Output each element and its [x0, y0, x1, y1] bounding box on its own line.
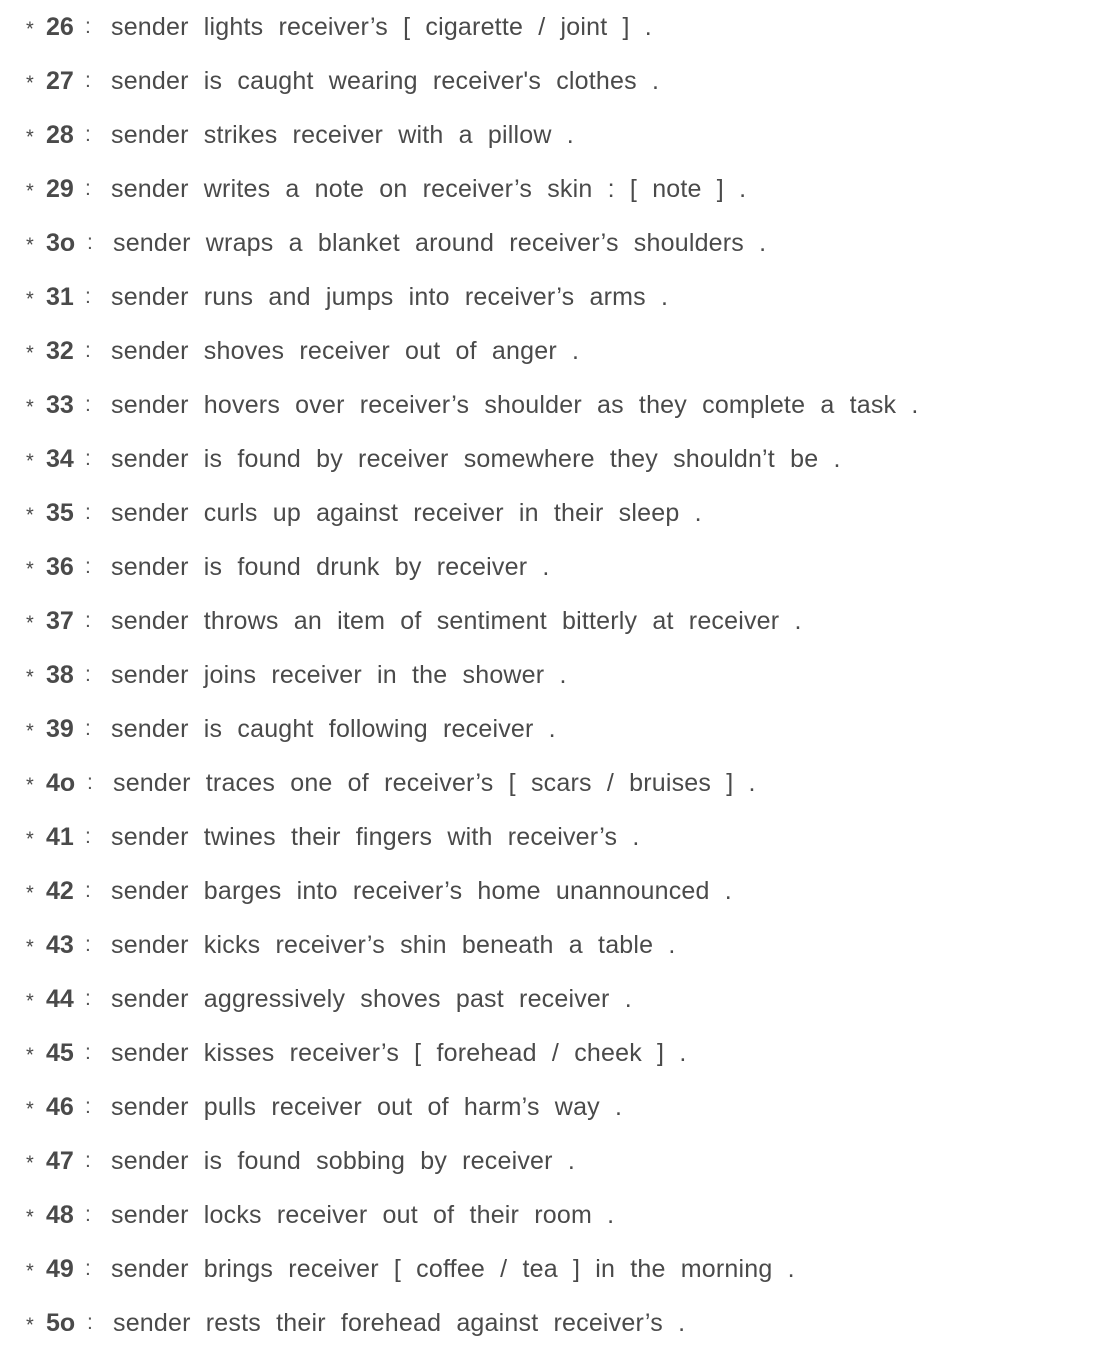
item-text: sender is caught wearing receiver's clothes . — [111, 66, 660, 95]
item-separator: : — [87, 1311, 93, 1334]
item-number: 48 — [46, 1200, 74, 1229]
item-number: 28 — [46, 120, 74, 149]
bullet-asterisk-icon: * — [26, 882, 34, 905]
item-text: sender lights receiver’s [ cigarette / joint ] . — [111, 12, 652, 41]
item-text: sender runs and jumps into receiver’s arms . — [111, 282, 669, 311]
item-text: sender is found drunk by receiver . — [111, 552, 550, 581]
item-text: sender is caught following receiver . — [111, 714, 556, 743]
item-number: 29 — [46, 174, 74, 203]
list-item — [0, 270, 1110, 324]
item-separator: : — [85, 123, 91, 146]
bullet-asterisk-icon: * — [26, 1044, 34, 1067]
bullet-asterisk-icon: * — [26, 342, 34, 365]
item-text: sender joins receiver in the shower . — [111, 660, 567, 689]
bullet-asterisk-icon: * — [26, 828, 34, 851]
item-separator: : — [87, 771, 93, 794]
item-text: sender wraps a blanket around receiver’s shoulders . — [113, 228, 767, 257]
list-item — [0, 702, 1110, 756]
bullet-asterisk-icon: * — [26, 234, 34, 257]
list-item — [0, 594, 1110, 648]
item-separator: : — [85, 1257, 91, 1280]
bullet-asterisk-icon: * — [26, 450, 34, 473]
bullet-asterisk-icon: * — [26, 1206, 34, 1229]
item-separator: : — [85, 177, 91, 200]
item-number: 4o — [46, 768, 76, 797]
list-item — [0, 1296, 1110, 1350]
list-item — [0, 540, 1110, 594]
list-item — [0, 162, 1110, 216]
item-number: 26 — [46, 12, 74, 41]
item-text: sender pulls receiver out of harm’s way . — [111, 1092, 623, 1121]
item-number: 5o — [46, 1308, 76, 1337]
item-number: 42 — [46, 876, 74, 905]
bullet-asterisk-icon: * — [26, 396, 34, 419]
item-number: 45 — [46, 1038, 74, 1067]
item-number: 37 — [46, 606, 74, 635]
item-text: sender writes a note on receiver’s skin : [ note ] . — [111, 174, 747, 203]
bullet-asterisk-icon: * — [26, 990, 34, 1013]
item-number: 49 — [46, 1254, 74, 1283]
item-number: 39 — [46, 714, 74, 743]
item-text: sender barges into receiver’s home unannounced . — [111, 876, 732, 905]
list-item — [0, 54, 1110, 108]
item-separator: : — [85, 879, 91, 902]
list-item — [0, 108, 1110, 162]
bullet-asterisk-icon: * — [26, 936, 34, 959]
item-separator: : — [85, 663, 91, 686]
list-item — [0, 1242, 1110, 1296]
item-number: 38 — [46, 660, 74, 689]
item-text: sender is found sobbing by receiver . — [111, 1146, 575, 1175]
item-text: sender is found by receiver somewhere they shouldn’t be . — [111, 444, 841, 473]
item-separator: : — [85, 339, 91, 362]
list-item — [0, 864, 1110, 918]
item-text: sender brings receiver [ coffee / tea ] in the morning . — [111, 1254, 795, 1283]
item-separator: : — [85, 15, 91, 38]
item-text: sender strikes receiver with a pillow . — [111, 120, 574, 149]
item-number: 31 — [46, 282, 74, 311]
item-text: sender curls up against receiver in their sleep . — [111, 498, 702, 527]
item-separator: : — [85, 285, 91, 308]
list-item — [0, 1026, 1110, 1080]
item-number: 41 — [46, 822, 74, 851]
item-number: 43 — [46, 930, 74, 959]
item-separator: : — [85, 1041, 91, 1064]
item-separator: : — [85, 1203, 91, 1226]
item-number: 46 — [46, 1092, 74, 1121]
item-text: sender locks receiver out of their room . — [111, 1200, 615, 1229]
bullet-asterisk-icon: * — [26, 180, 34, 203]
bullet-asterisk-icon: * — [26, 504, 34, 527]
list-item — [0, 756, 1110, 810]
item-text: sender throws an item of sentiment bitterly at receiver . — [111, 606, 802, 635]
list-item — [0, 1134, 1110, 1188]
bullet-asterisk-icon: * — [26, 1314, 34, 1337]
item-number: 3o — [46, 228, 76, 257]
item-separator: : — [87, 231, 93, 254]
item-separator: : — [85, 1095, 91, 1118]
bullet-asterisk-icon: * — [26, 1260, 34, 1283]
bullet-asterisk-icon: * — [26, 666, 34, 689]
item-number: 47 — [46, 1146, 74, 1175]
item-separator: : — [85, 717, 91, 740]
item-separator: : — [85, 825, 91, 848]
bullet-asterisk-icon: * — [26, 612, 34, 635]
list-item — [0, 486, 1110, 540]
bullet-asterisk-icon: * — [26, 126, 34, 149]
bullet-asterisk-icon: * — [26, 72, 34, 95]
item-text: sender hovers over receiver’s shoulder as they complete a task . — [111, 390, 919, 419]
bullet-asterisk-icon: * — [26, 558, 34, 581]
item-number: 33 — [46, 390, 74, 419]
bullet-asterisk-icon: * — [26, 1152, 34, 1175]
list-item — [0, 918, 1110, 972]
item-text: sender shoves receiver out of anger . — [111, 336, 580, 365]
list-item — [0, 432, 1110, 486]
item-text: sender kisses receiver’s [ forehead / cheek ] . — [111, 1038, 687, 1067]
item-separator: : — [85, 447, 91, 470]
list-item — [0, 810, 1110, 864]
item-text: sender kicks receiver’s shin beneath a table . — [111, 930, 676, 959]
item-separator: : — [85, 69, 91, 92]
item-separator: : — [85, 609, 91, 632]
bullet-asterisk-icon: * — [26, 18, 34, 41]
list-item — [0, 972, 1110, 1026]
item-text: sender rests their forehead against receiver’s . — [113, 1308, 686, 1337]
item-separator: : — [85, 1149, 91, 1172]
item-number: 34 — [46, 444, 74, 473]
item-number: 32 — [46, 336, 74, 365]
bullet-asterisk-icon: * — [26, 288, 34, 311]
item-number: 44 — [46, 984, 74, 1013]
list-item — [0, 1080, 1110, 1134]
list-item — [0, 378, 1110, 432]
item-number: 36 — [46, 552, 74, 581]
list-item — [0, 648, 1110, 702]
list-item — [0, 1188, 1110, 1242]
item-text: sender twines their fingers with receiver’s . — [111, 822, 640, 851]
list-item — [0, 0, 1110, 54]
bullet-asterisk-icon: * — [26, 1098, 34, 1121]
item-separator: : — [85, 393, 91, 416]
item-separator: : — [85, 501, 91, 524]
item-text: sender traces one of receiver’s [ scars / bruises ] . — [113, 768, 756, 797]
item-text: sender aggressively shoves past receiver . — [111, 984, 632, 1013]
item-separator: : — [85, 987, 91, 1010]
item-number: 27 — [46, 66, 74, 95]
item-separator: : — [85, 555, 91, 578]
bullet-asterisk-icon: * — [26, 774, 34, 797]
list-item — [0, 216, 1110, 270]
list-item — [0, 324, 1110, 378]
item-separator: : — [85, 933, 91, 956]
bullet-asterisk-icon: * — [26, 720, 34, 743]
item-number: 35 — [46, 498, 74, 527]
